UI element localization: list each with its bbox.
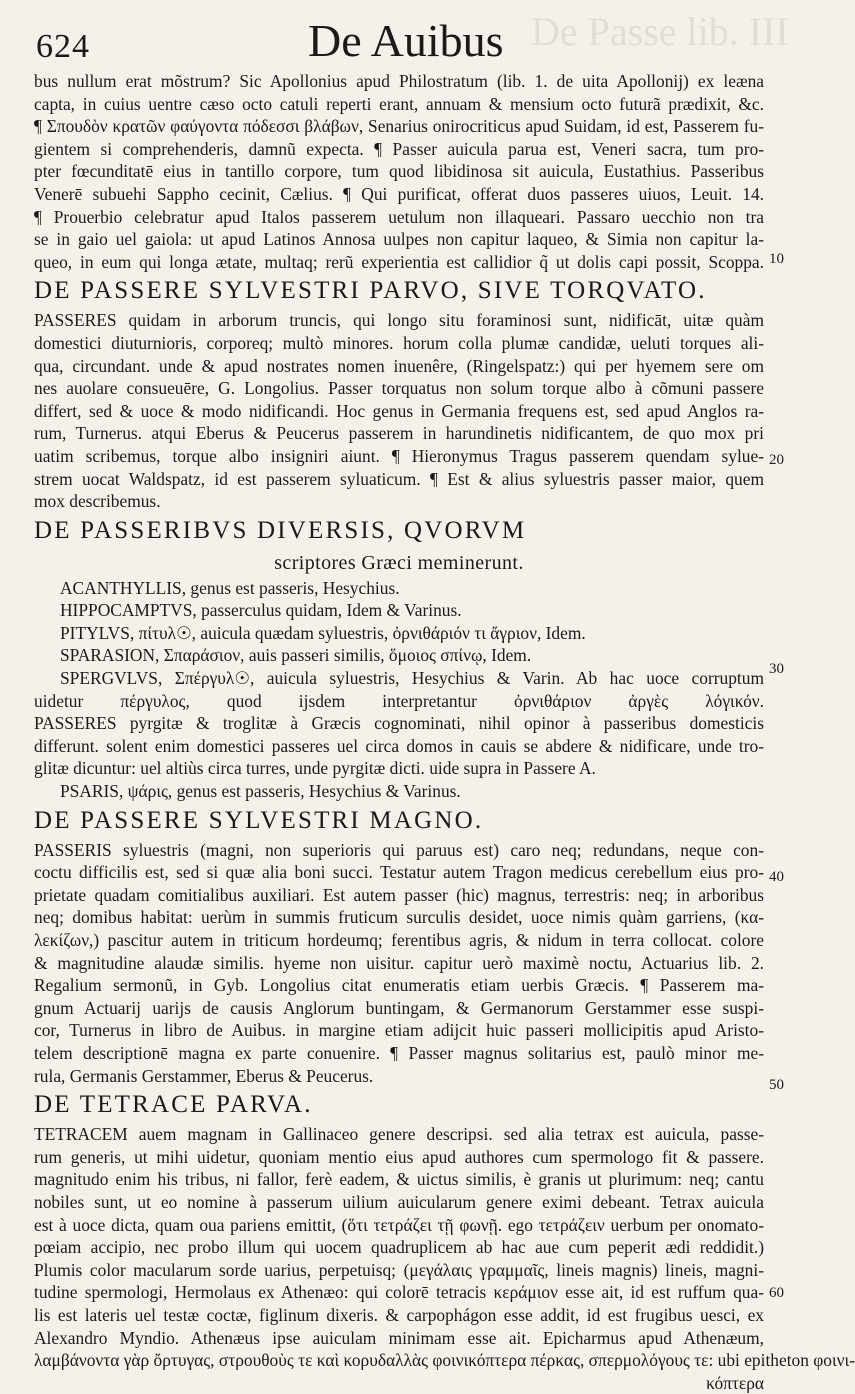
bleed-through-text: De Passe lib. III xyxy=(531,9,789,54)
text-line: magnitudo enim his tribus, ni fallor, ferè eadem, & uictus similis, è granis ut plurimum: neq; cantu xyxy=(34,1169,764,1190)
text-line: rum, Turnerus. atqui Eberus & Peucerus passerem in harundinetis nidificantem, de quo mox pri xyxy=(34,423,764,444)
text-line: PASSERIS syluestris (magni, non superioris qui paruus est) caro neq; redundans, neque con- xyxy=(34,839,764,860)
text-line: pœiam accipio, nec probo illum qui uocem quadruplicem ab hac aue cum peperit ædi reddidit.) xyxy=(34,1237,764,1258)
text-line: est à uoce dicta, quam oua pariens emittit, (ὅτι τετράζει τῇ φωνῇ. ego τετράζειν uerbum per onomato- xyxy=(34,1214,764,1235)
running-title: De Auibus xyxy=(308,15,504,66)
text-line: cor, Turnerus in libro de Auibus. in margine etiam adijcit huic passeri mollicipitis apud Aristo- xyxy=(34,1020,764,1041)
text-line: differunt. solent enim domestici passeres uel circa domos in cauis se abdere & nidificare, unde tro- xyxy=(34,735,764,756)
text-line: PASSERES pyrgitæ & troglitæ à Græcis cognominati, nihil opinor à passeribus domesticis xyxy=(34,713,764,734)
text-line: λεκίζων,) pascitur autem in triticum hordeumq; ferentibus agris, & nidum in terra collocat. colore xyxy=(34,930,764,950)
margin-line-number: 20 xyxy=(769,452,784,468)
text-line: lis est lateris uel testæ coctæ, figlinum dixeris. & carpophágon esse addit, id est frugibus uesci, ex xyxy=(34,1304,764,1325)
page-number: 624 xyxy=(36,28,90,65)
text-line: ACANTHYLLIS, genus est passeris, Hesychius. xyxy=(60,577,400,598)
text-line: SPERGVLVS, Σπέργυλ☉, auicula syluestris, Hesychius & Varin. Ab hac uoce corruptum xyxy=(60,668,764,689)
text-line: se in gaio uel gaiola: ut apud Latinos Annosa uulpes non capitur laqueo, & Simia non capitur la- xyxy=(34,229,764,250)
margin-line-number: 40 xyxy=(769,869,784,885)
text-line: ¶ Σπουδὸν κρατῶν φαύγοντα πόδεσσι βλάβων, Senarius onirocriticus apud Suidam, id est, Passerem fu- xyxy=(34,116,764,137)
text-line: gientem si comprehenderis, damnũ expecta. ¶ Passer auicula parua est, Veneri sacra, tum pro- xyxy=(34,138,764,159)
margin-line-number: 10 xyxy=(769,251,784,267)
text-line: tudine spermologi, Hermolaus ex Athenæo: qui colorē tetracis κεράμιον esse ait, id est ruffum qua- xyxy=(34,1282,764,1303)
text-line: gnum Actuarij uarijs de causis Anglorum buntingam, & Germanorum Gerstammer esse suspi- xyxy=(34,997,764,1018)
text-line: PASSERES quidam in arborum truncis, qui longo situ foraminosi sunt, nidificāt, uitæ quàm xyxy=(34,310,764,331)
text-line: differt, sed & uoce & modo nidificandi. Hoc genus in Germania frequens est, sed apud Anglos ra- xyxy=(34,400,764,421)
text-line: HIPPOCAMPTVS, passerculus quidam, Idem & Varinus. xyxy=(60,600,462,621)
text-line: uatim scribemus, torque albo insigniri aiunt. ¶ Hieronymus Tragus passerem quendam sylue- xyxy=(34,445,764,466)
text-line: pter fœcunditatē eius in tantillo corpore, tum quod libidinosa sit auicula, Eustathius. Passeribus xyxy=(34,161,764,182)
text-line: PSARIS, ψάρις, genus est passeris, Hesychius & Varinus. xyxy=(60,781,461,802)
section-heading: DE PASSERE SYLVESTRI PARVO, SIVE TORQVATO. xyxy=(34,277,707,305)
text-line: neq; domibus habitat: uerùm in summis fruticum surculis desidet, uoce nimis quàm garriens, (κα- xyxy=(34,907,764,928)
text-line: & magnitudine alaudæ similis. hyeme non uisitur. capitur uerò maximè noctu, Actuarius lib. 2. xyxy=(34,952,764,973)
text-line: κόπτερα xyxy=(706,1372,764,1393)
text-line: queo, in eum qui longa ætate, multaq; rerũ experientia est callidior q̃ ut dolis capi possit, Scoppa. xyxy=(34,251,764,272)
text-line: nobiles sunt, ut eo nomine à passerum uilium auicularum genere eximi debeant. Tetrax auicula xyxy=(34,1191,764,1212)
text-line: Venerē subuehi Sappho cecinit, Cælius. ¶ Qui purificat, offerat duos passeres uiuos, Leuit. 14. xyxy=(34,183,764,204)
text-line: telem descriptionē magna ex parte conuenire. ¶ Passer magnus solitarius est, paulò minor me- xyxy=(34,1042,764,1063)
text-line: qua, circundant. unde & apud nostrates nomen inuenêre, (Ringelspatz:) qui per hyemem sere om xyxy=(34,355,764,376)
text-line: coctu difficilis est, sed si quæ alia boni succi. Testatur autem Tragon medicus cerebellum eius pro- xyxy=(34,862,764,883)
text-line: glitæ dicuntur: uel altiùs circa turres, unde pyrgitæ dicti. uide supra in Passere A. xyxy=(34,758,596,779)
margin-line-number: 50 xyxy=(769,1077,784,1093)
section-subheading: scriptores Græci meminerunt. xyxy=(274,551,524,574)
section-heading: DE PASSERE SYLVESTRI MAGNO. xyxy=(34,806,484,834)
text-line: rula, Germanis Gerstammer, Eberus & Peucerus. xyxy=(34,1065,374,1086)
margin-line-number: 30 xyxy=(769,661,784,677)
section-heading: DE PASSERIBVS DIVERSIS, QVORVM xyxy=(34,516,527,544)
text-line: uidetur πέργυλος, quod ijsdem interpretantur ὀρνιθάριον ἀργὲς λόγικόν. xyxy=(34,690,764,711)
text-line: λαμβάνοντα γὰρ ὄρτυγας, στρουθοὺς τε καὶ κορυδαλλὰς φοινικόπτερα πέρκας, σπερμολόγους τε: ubi epitheton φοινι- xyxy=(34,1350,855,1371)
text-line: prietate quadam comitialibus auxiliari. Est autem passer (hic) magnus, terrestris: neq; in arboribus xyxy=(34,884,764,905)
text-line: Alexandro Myndio. Athenæus ipse auiculam minimam esse ait. Epicharmus apud Athenæum, xyxy=(34,1327,764,1348)
text-line: bus nullum erat mõstrum? Sic Apollonius apud Philostratum (lib. 1. de uita Apollonij) ex leæna xyxy=(34,71,764,91)
text-line: ¶ Prouerbio celebratur apud Italos passerem uetulum non illaqueari. Passaro uecchio non tra xyxy=(34,206,764,227)
text-line: strem uocat Waldspatz, id est passerem syluaticum. ¶ Est & alius syluestris passer maior, quem xyxy=(34,468,764,489)
text-line: TETRACEM auem magnam in Gallinaceo genere descripsi. sed alia tetrax est auicula, passe- xyxy=(34,1124,764,1145)
text-line: Plumis color macularum sorde uarius, perpetuisq; (μεγάλαις γραμμαῖς, lineis magnis) lineis, magni- xyxy=(34,1259,764,1280)
text-line: PITYLVS, πίτυλ☉, auicula quædam syluestris, ὀρνιθάριόν τι ἄγριον, Idem. xyxy=(60,622,586,643)
page-header xyxy=(30,14,760,70)
text-line: rum generis, ut mihi uidetur, quoniam mentio eius apud authores cum spermologo fit & passere. xyxy=(34,1146,764,1167)
text-line: Regalium sermonũ, in Gyb. Longolius citat enumeratis etiam uerbis Græcis. ¶ Passerem ma- xyxy=(34,975,764,996)
section-heading: DE TETRACE PARVA. xyxy=(34,1091,313,1119)
text-line: domestici diuturnioris, corporeq; multò minores. horum colla plumæ candidæ, ueluti torques ali- xyxy=(34,332,764,353)
text-line: mox describemus. xyxy=(34,491,161,512)
text-line: nes auolare consueuēre, G. Longolius. Passer torquatus non solum torque albo à cõmuni passere xyxy=(34,378,764,399)
margin-line-number: 60 xyxy=(769,1285,784,1301)
text-line: SPARASION, Σπαράσιον, auis passeri similis, ὅμοιος σπίνῳ, Idem. xyxy=(60,645,532,666)
text-line: capta, in cuius uentre cæso octo catuli reperti erant, annuam & mensium octo futurã prædixit, &c. xyxy=(34,93,764,114)
